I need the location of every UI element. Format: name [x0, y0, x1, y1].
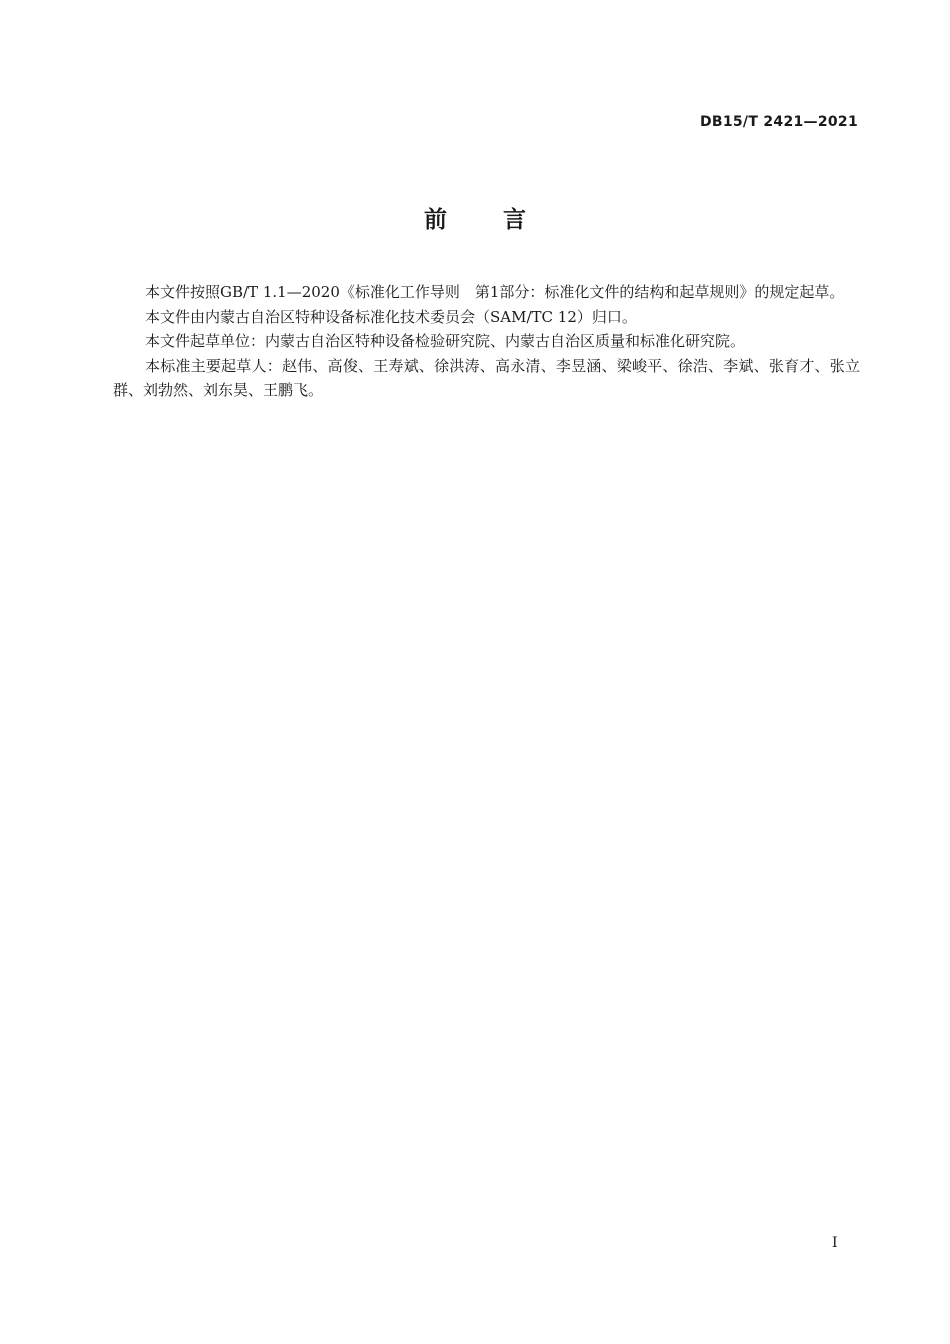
paragraph-basis: 本文件按照GB/T 1.1—2020《标准化工作导则 第1部分：标准化文件的结构和起草规则》的规定起草。: [145, 283, 845, 301]
title-char-1: 前: [424, 207, 447, 233]
page-number: I: [832, 1235, 838, 1251]
paragraph-committee: 本文件由内蒙古自治区特种设备标准化技术委员会（SAM/TC 12）归口。: [145, 307, 637, 326]
title-char-2: 言: [503, 207, 526, 233]
paragraph-drafters: 本标准主要起草人：赵伟、高俊、王寿斌、徐洪涛、高永清、李昱涵、梁峻平、徐浩、李斌、张育才、张立群、刘勃然、刘东昊、王鹏飞。: [113, 356, 860, 399]
paragraph-drafting-units: 本文件起草单位：内蒙古自治区特种设备检验研究院、内蒙古自治区质量和标准化研究院。: [145, 332, 746, 350]
document-code: DB15/T 2421—2021: [699, 114, 858, 130]
page-title: [0, 201, 950, 234]
foreword-body: [113, 280, 860, 403]
